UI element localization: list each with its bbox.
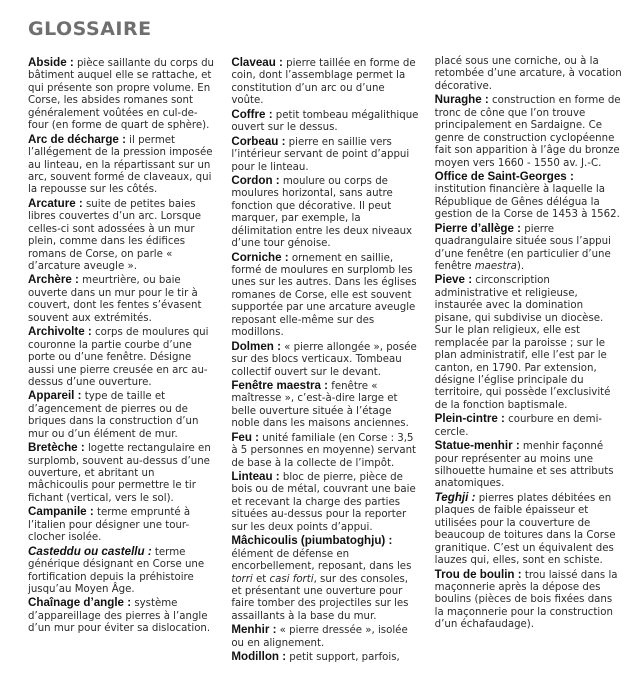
glossary-separator: : <box>251 430 263 444</box>
glossary-separator: : <box>481 93 492 107</box>
glossary-column-1 <box>28 56 215 678</box>
definition-text: moulure ou corps de moulures horizontal, sans autre fonction que décorative. Il peut marquer, par exemple, la délimitation entre les deux niveaux d’une tour génoise. <box>231 175 413 250</box>
glossary-term <box>435 412 508 425</box>
glossary-term-text: Corbeau <box>231 134 279 148</box>
glossary-term-text: Chaînage d’angle <box>28 596 124 610</box>
glossary-separator: : <box>272 173 283 187</box>
glossary-separator: : <box>273 339 285 353</box>
glossary-columns <box>28 56 622 678</box>
glossary-entry <box>231 56 418 108</box>
glossary-separator: : <box>468 490 479 504</box>
glossary-entry <box>435 93 622 170</box>
glossary-entry <box>231 340 418 379</box>
glossary-term-text: Campanile <box>28 505 87 519</box>
glossary-term <box>231 623 279 636</box>
glossary-entry <box>231 108 418 135</box>
definition-text: placé sous une corniche, ou à la retombée d’une arcature, à vocation décorative. <box>434 56 622 92</box>
definition-text: petit tombeau mégalithique ouvert sur le dessus. <box>231 109 419 134</box>
glossary-term <box>231 251 292 264</box>
glossary-entry <box>231 174 418 251</box>
glossary-term-text: Arc de décharge <box>28 132 119 146</box>
definition-text: pierre quadrangulaire située sous l’appui d’une fenêtre (en particulier d’une fenêtre <box>434 223 611 272</box>
glossary-separator: : <box>514 567 525 581</box>
glossary-separator: : <box>118 132 130 146</box>
definition-text: circonscription administrative et religieuse, instaurée avec la domination pisane, qui subdivise un diocèse. Sur le plan religieux, elle est remplacée par la paroisse ; sur le plan administratif, elle l’est par le canton, en 1790. Par extension, désigne l’église principale du territoire, qui possède l’exclusivité de la fonction baptismale. <box>434 275 611 411</box>
glossary-separator: : <box>265 107 276 121</box>
definition-text: pièce saillante du corps du bâtiment auquel elle se rattache, et qui présente son propre volume. En Corse, les absides romanes sont généralement voûtées en cul-de-four (en forme de quart de sphère). <box>28 58 215 132</box>
glossary-term <box>28 505 97 518</box>
definition-text: , sur des consoles, et présentant une ouverture pour faire tomber des projectiles sur les assaillants à la base du mur. <box>231 573 409 622</box>
definition-text: « pierre allongée », posée sur des blocs verticaux. Tombeau collectif ouvert sur le devant. <box>231 341 417 378</box>
page-title: GLOSSAIRE <box>28 18 152 40</box>
definition-text: ornement en saillie, formé de moulures en surplomb les unes sur les autres. Dans les églises romanes de Corse, elle est souvent supportée par une arcature aveugle reposant elle-même sur des modillons. <box>231 252 417 339</box>
glossary-entry <box>231 650 418 664</box>
glossary-entry <box>231 470 418 534</box>
glossary-entry <box>435 412 622 439</box>
glossary-entry <box>435 273 622 412</box>
glossary-term <box>28 133 129 146</box>
definition-text: fenêtre « maîtresse », c’est-à-dire large et belle ouverture située à l’étage noble dans les maisons anciennes. <box>231 380 409 430</box>
glossary-term <box>435 568 525 581</box>
definition-text: il permet l’allégement de la pression imposée au linteau, en la répartissant sur un arc, souvent formé de claveaux, qui la repousse sur les côtés. <box>28 134 213 196</box>
glossary-term-text: Modillon <box>231 650 279 664</box>
definition-text: institution financière à laquelle la République de Gênes délégua la gestion de la Corse de 1453 à 1562. <box>434 184 620 221</box>
glossary-definition <box>435 275 611 410</box>
glossary-separator: : <box>275 56 287 69</box>
definition-text: ). <box>516 261 525 272</box>
definition-text: corps de moulures qui couronne la partie courbe d’une porte ou d’une fenêtre. Désigne aussi une pierre creusée en arc au-dessus d’une ouverture. <box>28 327 209 388</box>
glossary-term-text: Plein-cintre <box>434 412 498 426</box>
glossary-entry <box>231 135 418 174</box>
glossary-term <box>231 56 286 69</box>
definition-italic: torri <box>231 573 253 585</box>
glossary-term <box>435 93 492 106</box>
glossary-term-text: Office de Saint-Georges <box>434 169 567 183</box>
glossary-term <box>28 545 155 558</box>
glossary-entry <box>28 133 215 197</box>
glossary-term-text: Statue-menhir <box>434 439 513 453</box>
glossary-term <box>435 439 523 452</box>
definition-text: suite de petites baies libres couvertes d’un arc. Lorsque celles-ci sont adossées à un mur plein, comme dans les édifices romans de Corse, on parle « d’arcature aveugle ». <box>28 198 202 272</box>
glossary-term-text: Dolmen <box>231 339 274 353</box>
glossary-term-text: Linteau <box>231 470 273 483</box>
glossary-column-2 <box>231 56 418 678</box>
definition-text: courbure en demi-cercle. <box>434 414 603 438</box>
glossary-entry <box>435 170 622 222</box>
glossary-term-text: Feu <box>231 430 252 444</box>
definition-text: meurtrière, ou baie ouverte dans un mur pour le tir à couvert, dont les fentes s’évasent souvent aux extrémités. <box>28 275 202 324</box>
glossary-entry <box>28 441 215 505</box>
glossary-separator: : <box>513 221 525 235</box>
glossary-separator: : <box>320 378 332 392</box>
glossary-entry <box>231 379 418 431</box>
definition-text: construction en forme de tronc de cône que l’on trouve principalement en Sardaigne. Ce genre de construction cyclopéenne fait son apparition à l’âge du bronze moyen vers 1660 - 1550 av. J.-C. <box>434 95 621 169</box>
glossary-term <box>28 325 95 338</box>
definition-text: pierre en saillie vers l’intérieur servant de point d’appui pour le linteau. <box>231 136 410 173</box>
definition-italic: maestra <box>474 261 517 272</box>
glossary-term-italic: (piumbatoghju) <box>300 534 386 548</box>
glossary-separator: : <box>75 196 86 210</box>
glossary-separator: : <box>281 250 292 264</box>
glossary-term <box>231 431 262 444</box>
glossary-definition <box>289 652 399 663</box>
glossary-separator: : <box>278 650 290 664</box>
glossary-entry <box>28 56 215 133</box>
glossary-definition <box>435 56 622 92</box>
definition-text: pierres plates débitées en plaques de faible épaisseur et utilisées pour la couverture de beaucoup de toitures dans la Corse granitique. C’est un équivalent des lauzes qui, elles, sont en schiste. <box>434 492 616 567</box>
glossary-term <box>28 596 134 609</box>
definition-italic: casi forti <box>269 573 314 585</box>
glossary-term-text: Casteddu ou castellu <box>28 544 145 558</box>
glossary-term-text: Cordon <box>231 173 273 187</box>
glossary-term-text: Corniche <box>231 250 282 264</box>
glossary-separator: : <box>74 389 85 403</box>
glossary-term <box>435 170 574 183</box>
definition-text: terme générique désignant en Corse une fortification depuis la préhistoire jusqu’au Moyen Âge. <box>28 546 205 595</box>
definition-text: terme emprunté à l’italien pour désigner une tour-clocher isolée. <box>28 507 191 544</box>
glossary-term-text: Claveau <box>231 56 276 69</box>
glossary-term <box>231 340 284 353</box>
definition-text: unité familiale (en Corse : 3,5 à 5 personnes en moyenne) servant de base à la collecte de l’impôt. <box>231 432 417 469</box>
glossary-term-text: Trou de boulin <box>434 567 515 581</box>
glossary-term-text: Coffre <box>231 107 266 121</box>
glossary-term-text: Abside <box>28 56 67 69</box>
glossary-separator: : <box>124 596 135 610</box>
glossary-term <box>435 222 525 235</box>
glossary-term-text: Nuraghe <box>434 93 482 107</box>
glossary-term-text: Fenêtre <box>231 378 277 392</box>
definition-text: trou laissé dans la maçonnerie après la dépose des boulins (pièces de bois fixées dans la maçonnerie pour la construction d’un échafaudage). <box>434 569 618 631</box>
definition-text: système d’appareillage des pierres à l’angle d’un mur pour éviter sa dislocation. <box>28 598 211 635</box>
glossary-separator: : <box>84 325 96 339</box>
glossary-entry <box>435 491 622 568</box>
glossary-separator: : <box>385 534 393 548</box>
glossary-term-text: Bretèche <box>28 441 78 455</box>
glossary-separator: : <box>278 134 289 148</box>
glossary-term-text: Teghji <box>434 490 469 504</box>
glossary-separator: : <box>566 169 574 183</box>
glossary-entry <box>231 251 418 340</box>
glossary-separator: : <box>497 412 509 426</box>
definition-text: menhir façonné pour représenter au moins une silhouette humaine et ses attributs anatomiques. <box>434 441 614 490</box>
glossary-entry <box>231 431 418 470</box>
glossary-term-text: Mâchicoulis <box>231 534 301 548</box>
glossary-term <box>231 534 392 547</box>
glossary-term <box>231 135 288 148</box>
definition-text: et <box>252 573 270 585</box>
glossary-term <box>435 491 479 504</box>
glossary-term <box>231 174 283 187</box>
glossary-entry <box>28 197 215 274</box>
glossary-term <box>28 441 88 454</box>
glossary-entry <box>28 273 215 325</box>
glossary-entry <box>435 56 622 93</box>
glossary-entry <box>28 325 215 389</box>
glossary-entry <box>435 568 622 632</box>
glossary-entry <box>28 596 215 635</box>
glossary-term-text: Archère <box>28 273 72 287</box>
glossary-entry <box>435 439 622 491</box>
glossary-term <box>28 389 85 402</box>
glossary-column-3 <box>435 56 622 678</box>
glossary-definition <box>231 250 417 339</box>
glossary-term-text: Appareil <box>28 389 75 403</box>
glossary-term <box>231 108 275 121</box>
glossary-term-italic: maestra <box>276 378 321 392</box>
glossary-term-text: Pierre d’allège <box>434 221 514 235</box>
glossary-separator: : <box>71 273 83 287</box>
definition-text: « pierre dressée », isolée ou en alignement. <box>231 625 408 649</box>
glossary-separator: : <box>144 544 155 558</box>
glossary-entry <box>28 389 215 441</box>
glossary-entry <box>28 505 215 544</box>
glossary-term <box>231 379 331 392</box>
definition-text: logette rectangulaire en surplomb, souvent au-dessus d’une ouverture, et abritant un mâchicoulis pour permettre le tir fichant (vertical, vers le sol). <box>28 443 211 504</box>
glossary-term <box>28 197 86 210</box>
glossary-term <box>28 56 77 69</box>
glossary-definition <box>231 549 411 622</box>
glossary-term <box>231 650 289 663</box>
glossary-term-text: Arcature <box>28 196 76 210</box>
glossary-term-text: Pieve <box>434 273 465 287</box>
glossary-term-text: Menhir <box>231 623 270 637</box>
glossary-separator: : <box>272 470 283 483</box>
glossary-separator: : <box>77 441 88 455</box>
glossary-separator: : <box>512 439 523 453</box>
definition-text: élément de défense en encorbellement, reposant, dans les <box>231 548 412 573</box>
glossary-term <box>435 273 476 286</box>
glossary-entry <box>435 222 622 274</box>
definition-text: petit support, parfois, <box>289 652 400 664</box>
definition-text: type de taille et d’agencement de pierres ou de briques dans la construction d’un mur ou d’un élément de mur. <box>28 391 199 440</box>
definition-text: bloc de pierre, pièce de bois ou de métal, couvrant une baie et recevant la charge des parties situées au-dessus pour la reporter sur les deux points d’appui. <box>231 472 416 533</box>
definition-text: pierre taillée en forme de coin, dont l’assemblage permet la constitution d’un arc ou d’une voûte. <box>231 58 416 107</box>
glossary-term <box>231 470 283 483</box>
glossary-definition <box>435 184 620 220</box>
glossary-separator: : <box>86 505 97 519</box>
glossary-term <box>28 273 82 286</box>
glossary-entry <box>231 623 418 650</box>
glossary-separator: : <box>66 56 77 69</box>
glossary-entry <box>28 545 215 597</box>
glossary-separator: : <box>464 273 476 287</box>
glossary-entry <box>231 534 418 623</box>
glossary-term-text: Archivolte <box>28 325 85 339</box>
glossary-separator: : <box>269 623 280 637</box>
